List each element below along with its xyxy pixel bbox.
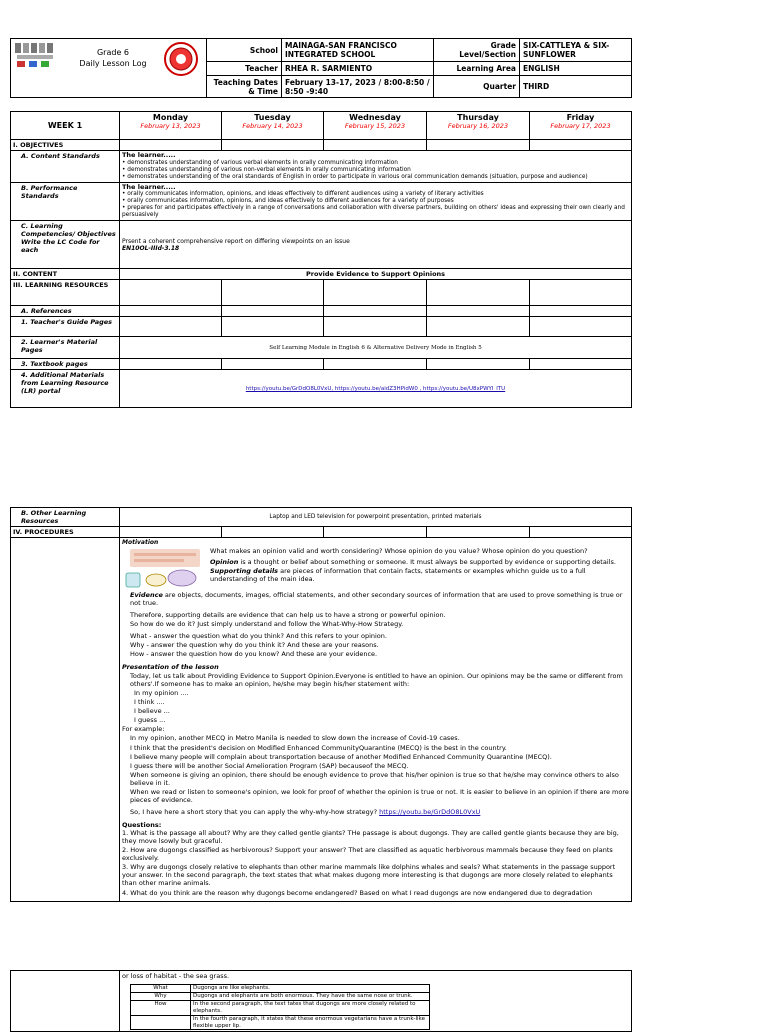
objectives-title: I. OBJECTIVES: [11, 140, 120, 151]
deped-logo: [15, 43, 57, 69]
wwh-key: [131, 1015, 191, 1030]
therefore-text: Therefore, supporting details are evidence that can help us to have a strong or powerful opinion.: [130, 610, 446, 619]
procedures-title: IV. PROCEDURES: [11, 527, 120, 538]
questions-title: Questions:: [122, 820, 162, 829]
content-value: Provide Evidence to Support Opinions: [120, 269, 632, 280]
dates-label: Teaching Dates & Time: [207, 76, 282, 98]
dates-value: February 13-17, 2023 / 8:00-8:50 / 8:50 -9:40: [282, 76, 434, 98]
performance-standards-label: B. Performance Standards: [11, 182, 120, 221]
wwh-value: In the second paragraph, the text tates that dugongs are more closely related to elephants.: [191, 1000, 430, 1015]
example-line: I think that the president's decision on Modified Enhanced CommunityQuarantine (MECQ) is the best in the country.: [130, 743, 507, 752]
example-line: I guess there will be another Social Amelioration Program (SAP) becauseof the MECQ.: [130, 761, 409, 770]
learning-area-value: ENGLISH: [520, 62, 632, 76]
week-label: WEEK 1: [11, 112, 120, 140]
textbook-label: 3. Textbook pages: [11, 359, 120, 370]
content-standards-label: A. Content Standards: [11, 151, 120, 183]
deped-logo-icon: [15, 43, 57, 69]
details-definition: Supporting details are pieces of information that contain facts, statements or examples whichn guide us to a full understanding of the main idea.: [210, 566, 586, 583]
what-why-how-table: [130, 984, 430, 1030]
why-text: Why - answer the question why do you think it? And these are your reasons.: [130, 641, 379, 650]
school-value: MAINAGA-SAN FRANCISCO INTEGRATED SCHOOL: [282, 39, 434, 62]
story-link[interactable]: https://youtu.be/GrDdO8L0VxU: [379, 808, 481, 817]
day-tuesday: Tuesday February 14, 2023: [222, 112, 324, 140]
when-paragraph: When someone is giving an opinion, there should be enough evidence to prove that his/her opinion is true so that he/she may convince others to also believe in it.: [130, 770, 619, 787]
day-thursday: Thursday February 16, 2023: [427, 112, 530, 140]
when-paragraph: When we read or listen to someone's opinion, we look for proof of whether the opinion is true or not. It is easier to believe in an opinion if there are more pieces of evidence.: [130, 788, 629, 805]
day-monday: Monday February 13, 2023: [120, 112, 222, 140]
presentation-title: Presentation of the lesson: [122, 663, 219, 672]
teacher-value: RHEA R. SARMIENTO: [282, 62, 434, 76]
resources-title: III. LEARNING RESOURCES: [11, 280, 120, 306]
competencies-label: C. Learning Competencies/ Objectives Write the LC Code for each: [11, 221, 120, 269]
page-three-body: [120, 971, 632, 1032]
resource-links[interactable]: https://youtu.be/GrDdO8L0VxU, https://youtu.be/aidZ3HPidW0 , https://youtu.be/U8xPWYI_lTU: [245, 385, 506, 392]
question-item: 1. What is the passage all about? Why are they called gentle giants? THe passage is about dugongs. They are called gentle giants because they are big, they move lsowly but graceful.: [122, 828, 619, 845]
content-standards-value: The learner..... • demonstrates understanding of various verbal elements in orally communicating information • demonstrates understanding of various non-verbal elements in orally communicating information • demonstrates understanding of the oral standards of English in order to participate in various oral communication demands (situation, purpose and audience): [120, 151, 632, 183]
section-value: SIX-CATTLEYA & SIX-SUNFLOWER: [520, 39, 632, 62]
wwh-key: How: [131, 1000, 191, 1015]
header-section: [10, 38, 632, 98]
quarter-value: THIRD: [520, 76, 632, 98]
question-continuation: or loss of habitat - the sea grass.: [122, 972, 230, 980]
motivation-title: Motivation: [122, 539, 159, 546]
example-line: In my opinion, another MECQ in Metro Manila is needed to slow down the increase of Covid-19 cases.: [130, 734, 460, 743]
grade-title: Grade 6: [96, 48, 130, 57]
wwh-value: Dugongs are like elephants.: [191, 985, 430, 993]
wwh-value: In the fourth paragraph, it states that these enormous vegetarians have a trunk-like flexible upper lip.: [191, 1015, 430, 1030]
references-label: A. References: [11, 306, 120, 317]
sohow-text: So how do we do it? Just simply understand and follow the What-Why-How Strategy.: [130, 619, 404, 628]
wwh-key: What: [131, 985, 191, 993]
teacher-label: Teacher: [207, 62, 282, 76]
starter-line: I believe ...: [134, 707, 170, 715]
school-label: School: [207, 39, 282, 62]
performance-standards-value: The learner..... • orally communicates information, opinions, and ideas effectively to different audiences using a variety of literary activities • orally communicates information, opinions, and ideas effectively to different audiences for a variety of purposes • prepares for and participates effectively in a range of conversations and collaboration with diverse partners, building on others' ideas and expressing their own clearly and persuasively: [120, 182, 632, 221]
for-example-label: For example:: [122, 725, 165, 734]
learning-area-label: Learning Area: [434, 62, 520, 76]
question-item: 4. What do you think are the reason why dugongs become endangered? Based on what I read dugongs are now endangered due to degradation: [122, 888, 593, 897]
opinion-illustration-icon: [122, 547, 208, 591]
starter-line: I guess ...: [134, 716, 166, 725]
other-resources-value: Laptop and LED television for powerpoint presentation, printed materials: [120, 508, 632, 527]
day-wednesday: Wednesday February 15, 2023: [324, 112, 427, 140]
example-line: I believe many people will complain about transportation because of another Modified Enhanced Community Quarantine (MECQ).: [130, 752, 552, 761]
teachers-guide-label: 1. Teacher's Guide Pages: [11, 317, 120, 337]
other-resources-label: B. Other Learning Resources: [11, 508, 120, 527]
motivation-question: What makes an opinion valid and worth considering? Whose opinion do you value? Whose opinion do you question?: [210, 546, 588, 555]
procedures-section: [10, 507, 632, 902]
additional-materials-label: 4. Additional Materials from Learning Resource (LR) portal: [11, 370, 120, 408]
learners-material-value: Self Learning Module in English 6 & Alternative Delivery Mode in English 5: [120, 337, 632, 359]
learners-material-label: 2. Learner's Material Pages: [11, 337, 120, 359]
content-title: II. CONTENT: [11, 269, 120, 280]
competencies-value: Prsent a coherent comprehensive report on differing viewpoints on an issue EN10OL-IIId-3.18: [120, 221, 632, 269]
wwh-key: Why: [131, 993, 191, 1001]
what-text: What - answer the question what do you think? And this refers to your opinion.: [130, 632, 387, 640]
wwh-value: Dugongs and elephants are both enormous. They have the same nose or trunk.: [191, 993, 430, 1001]
evidence-definition: Evidence are objects, documents, images, official statements, and other secondary sources of information that are used to prove something is true or not true.: [130, 590, 623, 607]
starter-line: In my opinion ....: [134, 688, 189, 697]
procedures-body: [120, 538, 632, 902]
question-item: 2. How are dugongs classified as herbivorous? Support your answer? Thet are classified as aquatic herbivorous mammals because they feed on plants exclusively.: [122, 845, 613, 862]
question-item: 3. Why are dugongs closely relative to elephants than other marine mammals like dolphins whales and seals? What statements in the passage support your answer. In the second paragraph, the text states that what makes dugong more interesting is that dugongs are more closely related to elephants than other marine animals.: [122, 863, 616, 888]
motivation-image: [122, 547, 210, 591]
story-line: So, I have here a short story that you can apply the why-why-how strategy? https://youtu.be/GrDdO8L0VxU: [130, 808, 481, 817]
presentation-paragraph: Today, let us talk about Providing Evidence to Support Opinion.Everyone is entitled to have an opinion. Our opinions may be the same or different from others'.If someone has to make an opinion, he/she may begin his/her statement with:: [130, 671, 623, 688]
how-text: How - answer the question how do you know? And these are your evidence.: [130, 650, 378, 659]
school-seal-icon: [164, 42, 198, 78]
day-friday: Friday February 17, 2023: [530, 112, 632, 140]
header-title-cell: [11, 39, 207, 98]
page-three-section: [10, 970, 632, 1032]
log-title: Daily Lesson Log: [79, 59, 147, 68]
week-table-section: [10, 111, 632, 408]
starter-line: I think ....: [134, 697, 165, 706]
quarter-label: Quarter: [434, 76, 520, 98]
opinion-definition: Opinion is a thought or belief about something or someone. It must always be supported by evidence or supporting details.: [210, 557, 616, 566]
grade-level-label: Grade Level/Section: [434, 39, 520, 62]
